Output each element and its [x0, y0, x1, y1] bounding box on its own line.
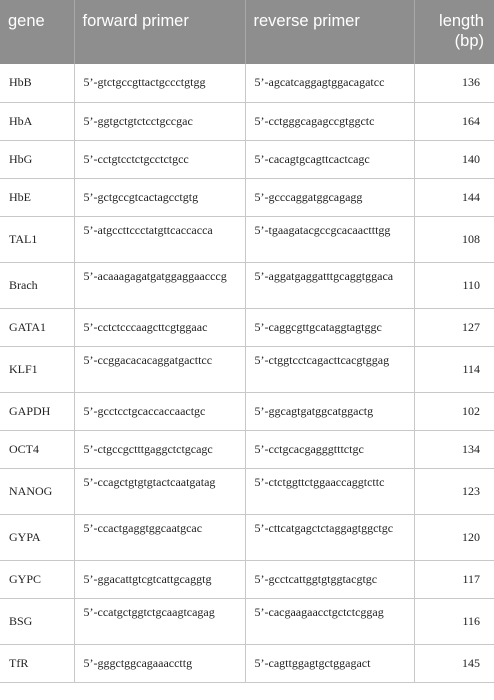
cell-gene: GYPA — [0, 514, 74, 560]
cell-forward: 5’-gggctggcagaaaccttg — [74, 644, 245, 682]
cell-reverse: 5’-aggatgaggatttgcaggtggaca — [245, 262, 414, 308]
table-row — [0, 262, 494, 308]
cell-length: 136 — [414, 64, 494, 102]
cell-gene: NANOG — [0, 468, 74, 514]
cell-gene: GAPDH — [0, 392, 74, 430]
table-row — [0, 140, 494, 178]
cell-forward: 5’-atgccttccctatgttcaccacca — [74, 216, 245, 262]
cell-length: 140 — [414, 140, 494, 178]
cell-gene: TfR — [0, 644, 74, 682]
cell-forward: 5’-gtctgccgttactgccctgtgg — [74, 64, 245, 102]
cell-gene: BSG — [0, 598, 74, 644]
cell-gene: GATA1 — [0, 308, 74, 346]
cell-forward: 5’-cctctcccaagcttcgtggaac — [74, 308, 245, 346]
table-row — [0, 514, 494, 560]
cell-length: 145 — [414, 644, 494, 682]
cell-gene: TAL1 — [0, 216, 74, 262]
cell-gene: HbG — [0, 140, 74, 178]
cell-forward: 5’-acaaagagatgatggaggaacccg — [74, 262, 245, 308]
table-row — [0, 430, 494, 468]
cell-length: 144 — [414, 178, 494, 216]
table-row — [0, 216, 494, 262]
cell-forward: 5’-ggtgctgtctcctgccgac — [74, 102, 245, 140]
header-row — [0, 0, 494, 64]
cell-reverse: 5’-ctctggttctggaaccaggtcttc — [245, 468, 414, 514]
cell-gene: HbA — [0, 102, 74, 140]
table-header — [0, 0, 494, 64]
cell-reverse: 5’-caggcgttgcataggtagtggc — [245, 308, 414, 346]
table-row — [0, 468, 494, 514]
cell-reverse: 5’-cacgaagaacctgctctcggag — [245, 598, 414, 644]
cell-reverse: 5’-ggcagtgatggcatggactg — [245, 392, 414, 430]
header-length — [414, 0, 494, 64]
cell-reverse: 5’-cctgggcagagccgtggctc — [245, 102, 414, 140]
cell-length: 102 — [414, 392, 494, 430]
cell-forward: 5’-ccatgctggtctgcaagtcagag — [74, 598, 245, 644]
cell-reverse: 5’-cctgcacgagggtttctgc — [245, 430, 414, 468]
table-row — [0, 64, 494, 102]
table-row — [0, 644, 494, 682]
cell-reverse: 5’-ctggtcctcagacttcacgtggag — [245, 346, 414, 392]
cell-length: 114 — [414, 346, 494, 392]
table-row — [0, 178, 494, 216]
table-row — [0, 346, 494, 392]
cell-length: 116 — [414, 598, 494, 644]
cell-length: 108 — [414, 216, 494, 262]
cell-gene: OCT4 — [0, 430, 74, 468]
cell-gene: HbB — [0, 64, 74, 102]
header-gene: gene — [0, 0, 74, 64]
cell-reverse: 5’-gcctcattggtgtggtacgtgc — [245, 560, 414, 598]
cell-gene: Brach — [0, 262, 74, 308]
header-reverse-primer: reverse primer — [245, 0, 414, 64]
table-row — [0, 560, 494, 598]
cell-length: 110 — [414, 262, 494, 308]
header-forward-primer: forward primer — [74, 0, 245, 64]
cell-length: 134 — [414, 430, 494, 468]
cell-forward: 5’-gcctcctgcaccaccaactgc — [74, 392, 245, 430]
cell-length: 117 — [414, 560, 494, 598]
cell-forward: 5’-ctgccgctttgaggctctgcagc — [74, 430, 245, 468]
cell-reverse: 5’-cagttggagtgctggagact — [245, 644, 414, 682]
cell-reverse: 5’-tgaagatacgccgcacaactttgg — [245, 216, 414, 262]
table-body — [0, 64, 494, 682]
cell-reverse: 5’-agcatcaggagtggacagatcc — [245, 64, 414, 102]
cell-length: 123 — [414, 468, 494, 514]
cell-length: 120 — [414, 514, 494, 560]
header-length-line2: (bp) — [454, 32, 484, 50]
cell-length: 127 — [414, 308, 494, 346]
cell-forward: 5’-ccagctgtgtgtactcaatgatag — [74, 468, 245, 514]
cell-forward: 5’-ccggacacacaggatgacttcc — [74, 346, 245, 392]
cell-forward: 5’-gctgccgtcactagcctgtg — [74, 178, 245, 216]
table-row — [0, 102, 494, 140]
table-row — [0, 392, 494, 430]
cell-gene: HbE — [0, 178, 74, 216]
cell-gene: GYPC — [0, 560, 74, 598]
cell-forward: 5’-ggacattgtcgtcattgcaggtg — [74, 560, 245, 598]
table-row — [0, 598, 494, 644]
cell-length: 164 — [414, 102, 494, 140]
cell-forward: 5’-cctgtcctctgcctctgcc — [74, 140, 245, 178]
table-row — [0, 308, 494, 346]
header-length-line1: length — [439, 12, 484, 30]
cell-reverse: 5’-cacagtgcagttcactcagc — [245, 140, 414, 178]
cell-reverse: 5’-gcccaggatggcagagg — [245, 178, 414, 216]
cell-forward: 5’-ccactgaggtggcaatgcac — [74, 514, 245, 560]
cell-reverse: 5’-cttcatgagctctaggagtggctgc — [245, 514, 414, 560]
cell-gene: KLF1 — [0, 346, 74, 392]
